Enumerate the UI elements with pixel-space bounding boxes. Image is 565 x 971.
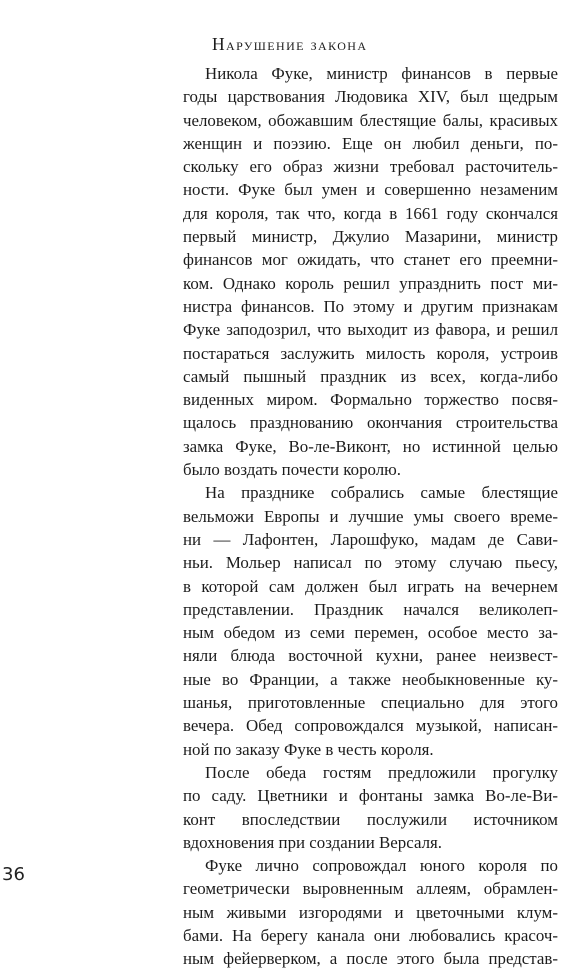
text-line: ньи. Мольер написал по этому случаю пьесу, xyxy=(183,553,558,573)
paragraph-1 xyxy=(183,62,558,481)
text-line: няли блюда восточной кухни, ранее неизвест- xyxy=(183,646,558,666)
text-line: самый пышный праздник из всех, когда-либо xyxy=(183,366,558,386)
text-line: вельможи Европы и лучшие умы своего време- xyxy=(183,506,558,526)
text-line: ной по заказу Фуке в честь короля. xyxy=(183,739,434,759)
text-line: представлении. Праздник начался великолеп- xyxy=(183,599,558,619)
text-line: вдохновения при создании Версаля. xyxy=(183,832,443,852)
text-line: годы царствования Людовика XIV, был щедрым xyxy=(183,87,558,107)
text-line: ности. Фуке был умен и совершенно незаменим xyxy=(183,180,558,200)
text-line: геометрически выровненным аллеям, обрамлен- xyxy=(183,879,558,899)
text-line: ным обедом из семи перемен, особое место за- xyxy=(183,623,558,643)
text-line: финансов мог ожидать, что станет его преемни- xyxy=(183,250,558,270)
text-line: ни — Лафонтен, Ларошфуко, мадам де Сави- xyxy=(183,529,558,549)
text-line: замка Фуке, Во-ле-Виконт, но истинной целью xyxy=(183,436,558,456)
body-text xyxy=(183,62,558,971)
text-line: вечера. Обед сопровождался музыкой, написан- xyxy=(183,716,558,736)
text-line: женщин и поэзию. Еще он любил деньги, по- xyxy=(183,133,558,153)
text-line: Никола Фуке, министр финансов в первые xyxy=(205,64,558,83)
text-line: для короля, так что, когда в 1661 году скончался xyxy=(183,203,558,223)
text-line: было воздать почести королю. xyxy=(183,460,402,480)
text-line: ные во Франции, а также необыкновенные ку- xyxy=(183,669,558,689)
text-line: На празднике собрались самые блестящие xyxy=(205,483,558,503)
page-number: 36 xyxy=(2,864,25,885)
text-line: человеком, обожавшим блестящие балы, красивых xyxy=(183,110,558,130)
text-line: ком. Однако король решил упразднить пост ми- xyxy=(183,273,558,293)
text-line: в которой сам должен был играть на вечернем xyxy=(183,576,558,596)
text-line: конт впоследствии послужили источником xyxy=(183,809,558,829)
text-line: по саду. Цветники и фонтаны замка Во-ле-Ви- xyxy=(183,786,558,806)
paragraph-3 xyxy=(183,761,558,854)
text-line: ным фейерверком, а после этого была представ- xyxy=(183,949,558,969)
text-line: бами. На берегу канала они любовались красоч- xyxy=(183,925,558,945)
paragraph-4 xyxy=(183,854,558,970)
section-heading: Нарушение закона xyxy=(212,34,368,54)
text-line: шанья, приготовленные специально для этого xyxy=(183,693,558,713)
text-line: Фуке заподозрил, что выходит из фавора, и решил xyxy=(183,320,558,340)
paragraph-2 xyxy=(183,481,558,761)
text-line: скольку его образ жизни требовал расточитель- xyxy=(183,157,558,177)
text-line: щалось празднованию окончания строительства xyxy=(183,413,558,433)
text-line: ным живыми изгородями и цветочными клум- xyxy=(183,902,558,922)
text-line: первый министр, Джулио Мазарини, министр xyxy=(183,227,558,247)
text-line: нистра финансов. По этому и другим признакам xyxy=(183,296,558,316)
text-line: После обеда гостям предложили прогулку xyxy=(205,762,558,782)
text-line: постараться заслужить милость короля, устроив xyxy=(183,343,558,363)
text-line: виденных миром. Формально торжество посвя- xyxy=(183,390,558,410)
text-line: Фуке лично сопровождал юного короля по xyxy=(205,856,558,876)
